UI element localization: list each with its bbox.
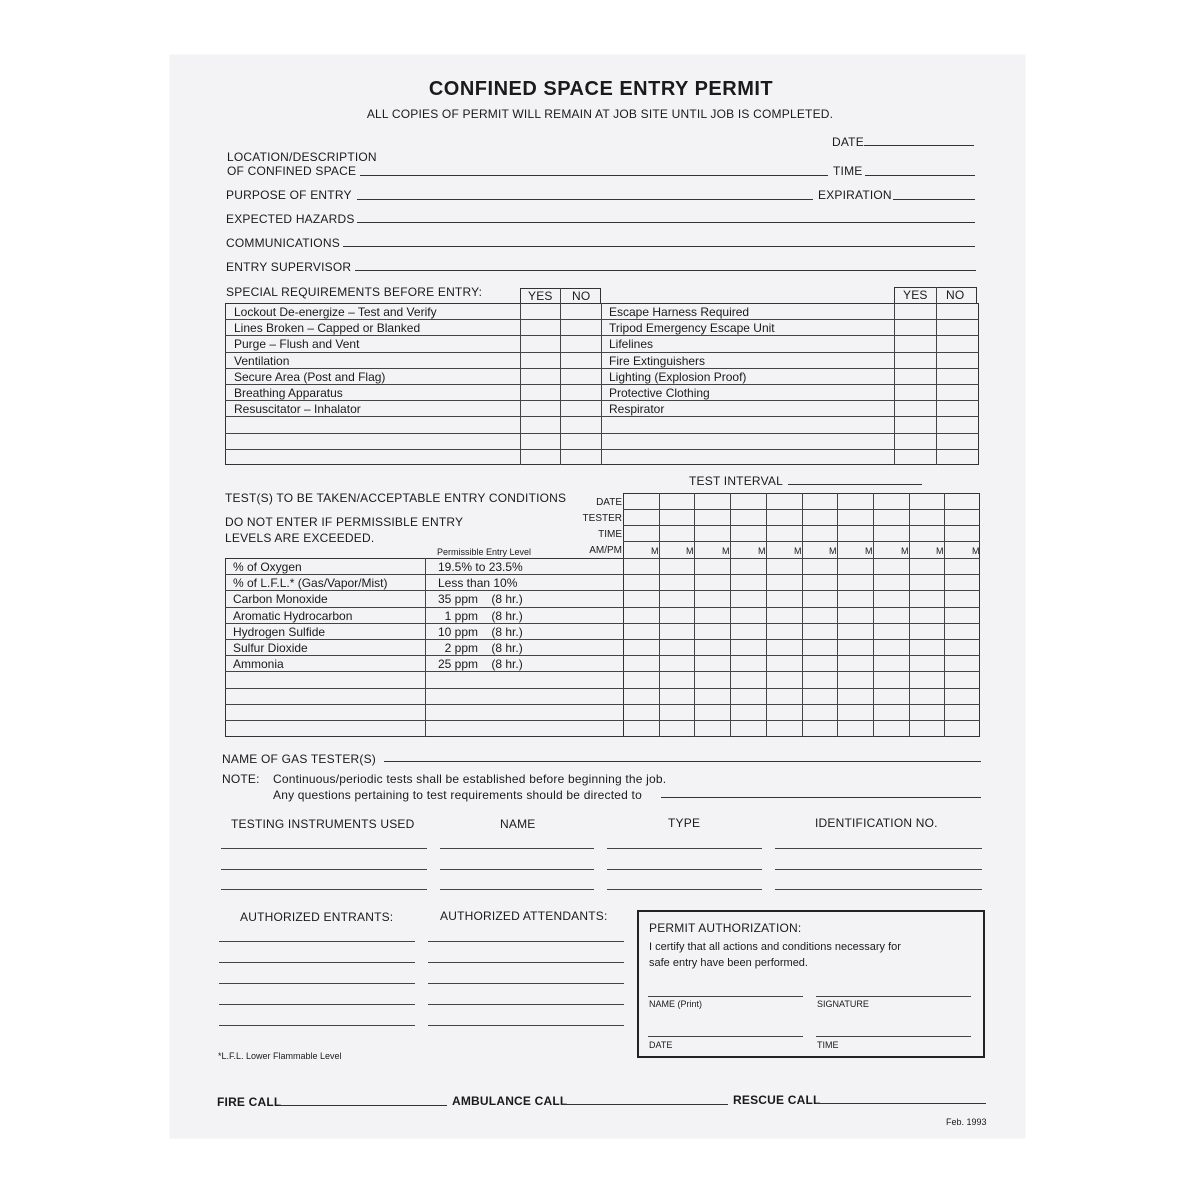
- special-right-no-checkbox[interactable]: [937, 400, 978, 415]
- attendant-field-line[interactable]: [428, 941, 624, 942]
- special-left-no-checkbox[interactable]: [561, 400, 601, 415]
- date-row-label: DATE: [596, 497, 622, 508]
- special-item-left: Secure Area (Post and Flag): [234, 370, 386, 384]
- permit-authorization-title: PERMIT AUTHORIZATION:: [649, 921, 802, 935]
- note-line1: Continuous/periodic tests shall be established before beginning the job.: [273, 772, 667, 786]
- auth-date-label: DATE: [649, 1040, 673, 1050]
- date-field-line[interactable]: [864, 145, 974, 146]
- yes-header-left: YES: [528, 289, 553, 303]
- rescue-call-field-line[interactable]: [816, 1103, 986, 1104]
- grid-col-line: [873, 493, 874, 737]
- special-left-no-checkbox[interactable]: [561, 384, 601, 399]
- special-right-yes-checkbox[interactable]: [895, 303, 936, 318]
- special-right-yes-checkbox[interactable]: [895, 368, 936, 383]
- special-row-line: [225, 384, 979, 385]
- supervisor-field-line[interactable]: [355, 270, 976, 271]
- instrument-field-line[interactable]: [775, 889, 982, 890]
- special-right-yes-checkbox[interactable]: [895, 400, 936, 415]
- communications-field-line[interactable]: [343, 246, 975, 247]
- purpose-label: PURPOSE OF ENTRY: [226, 188, 352, 202]
- instrument-field-line[interactable]: [607, 848, 762, 849]
- note-label: NOTE:: [222, 772, 260, 786]
- grid-row-line: [225, 574, 980, 575]
- test-condition-name: Carbon Monoxide: [233, 592, 328, 606]
- permissible-entry-level-header: Permissible Entry Level: [437, 547, 532, 557]
- instrument-id-header: IDENTIFICATION NO.: [815, 816, 938, 830]
- special-right-no-checkbox[interactable]: [937, 384, 978, 399]
- attendant-field-line[interactable]: [428, 1025, 624, 1026]
- grid-col-line: [766, 493, 767, 737]
- am-pm-marker: M: [829, 546, 837, 556]
- special-right-no-checkbox[interactable]: [937, 368, 978, 383]
- grid-col-line: [837, 493, 838, 737]
- grid-col-line: [659, 493, 660, 737]
- special-left-yes-checkbox[interactable]: [521, 319, 560, 334]
- special-item-right: Tripod Emergency Escape Unit: [609, 321, 775, 335]
- grid-row-line: [623, 541, 980, 542]
- expiration-field-line[interactable]: [893, 199, 975, 200]
- page-subtitle: ALL COPIES OF PERMIT WILL REMAIN AT JOB SITE UNTIL JOB IS COMPLETED.: [366, 107, 834, 121]
- grid-row-line: [623, 525, 980, 526]
- test-condition-name: Hydrogen Sulfide: [233, 625, 326, 639]
- special-item-left: Purge – Flush and Vent: [234, 337, 360, 351]
- page-title: CONFINED SPACE ENTRY PERMIT: [428, 78, 774, 100]
- am-pm-marker: M: [722, 546, 730, 556]
- special-row-line: [225, 449, 979, 450]
- attendant-field-line[interactable]: [428, 962, 624, 963]
- grid-row-line: [225, 607, 980, 608]
- am-pm-marker: M: [972, 546, 980, 556]
- ampm-row-label: AM/PM: [589, 545, 622, 556]
- permissible-entry-level: 1 ppm (8 hr.): [438, 609, 523, 623]
- grid-col-line: [944, 493, 945, 737]
- instrument-field-line[interactable]: [607, 869, 762, 870]
- ambulance-call-label: AMBULANCE CALL: [452, 1094, 568, 1108]
- special-right-yes-checkbox[interactable]: [895, 352, 936, 367]
- date-label: DATE: [832, 135, 864, 149]
- certify-line1: I certify that all actions and conditions necessary for: [649, 941, 901, 953]
- test-condition-name: Aromatic Hydrocarbon: [233, 609, 353, 623]
- authorized-attendants-header: AUTHORIZED ATTENDANTS:: [440, 909, 608, 923]
- grid-row-line: [225, 623, 980, 624]
- grid-row-line: [225, 720, 980, 721]
- auth-time-field-line[interactable]: [816, 1036, 971, 1037]
- col-divider: [425, 558, 426, 737]
- am-pm-marker: M: [651, 546, 659, 556]
- grid-row-line: [225, 671, 980, 672]
- name-print-field-line[interactable]: [648, 996, 803, 997]
- special-requirements-heading: SPECIAL REQUIREMENTS BEFORE ENTRY:: [226, 285, 483, 299]
- grid-row-line: [225, 590, 980, 591]
- special-item-left: Lines Broken – Capped or Blanked: [234, 321, 421, 335]
- time-label: TIME: [833, 164, 863, 178]
- grid-col-line: [909, 493, 910, 737]
- entrant-field-line[interactable]: [219, 1004, 415, 1005]
- instrument-name-header: NAME: [500, 817, 536, 831]
- special-item-left: Resuscitator – Inhalator: [234, 402, 361, 416]
- yes-no-divider: [560, 288, 561, 304]
- tests-warning-line2: LEVELS ARE EXCEEDED.: [225, 531, 375, 545]
- special-right-yes-checkbox[interactable]: [895, 384, 936, 399]
- permissible-entry-level: Less than 10%: [438, 576, 518, 590]
- grid-row-line: [623, 558, 980, 559]
- attendant-field-line[interactable]: [428, 1004, 624, 1005]
- authorized-entrants-header: AUTHORIZED ENTRANTS:: [240, 910, 394, 924]
- no-header-left: NO: [572, 289, 591, 303]
- special-item-right: Lifelines: [609, 337, 654, 351]
- revision-date: Feb. 1993: [946, 1117, 987, 1127]
- time-row-label: TIME: [598, 529, 622, 540]
- special-right-no-checkbox[interactable]: [937, 335, 978, 350]
- no-header-right: NO: [946, 288, 965, 302]
- instrument-type-header: TYPE: [668, 816, 701, 830]
- special-row-line: [225, 400, 979, 401]
- grid-row-line: [225, 639, 980, 640]
- test-interval-field-line[interactable]: [788, 484, 922, 485]
- special-row-line: [225, 319, 979, 320]
- instrument-field-line[interactable]: [221, 848, 427, 849]
- special-left-no-checkbox[interactable]: [561, 352, 601, 367]
- instrument-field-line[interactable]: [440, 869, 594, 870]
- special-left-yes-checkbox[interactable]: [521, 352, 560, 367]
- special-item-right: Escape Harness Required: [609, 305, 750, 319]
- hazards-field-line[interactable]: [357, 222, 975, 223]
- special-row-line: [225, 433, 979, 434]
- name-print-label: NAME (Print): [649, 999, 703, 1009]
- am-pm-marker: M: [865, 546, 873, 556]
- yes-header-right: YES: [903, 288, 928, 302]
- special-item-right: Fire Extinguishers: [609, 354, 706, 368]
- special-right-no-checkbox[interactable]: [937, 319, 978, 334]
- test-interval-label: TEST INTERVAL: [689, 474, 783, 488]
- location-field-line[interactable]: [360, 175, 828, 176]
- expiration-label: EXPIRATION: [818, 188, 892, 202]
- signature-label: SIGNATURE: [817, 999, 869, 1009]
- directed-to-field-line[interactable]: [661, 797, 981, 798]
- grid-row-line: [225, 704, 980, 705]
- am-pm-marker: M: [901, 546, 909, 556]
- special-left-yes-checkbox[interactable]: [521, 400, 560, 415]
- special-left-yes-checkbox[interactable]: [521, 335, 560, 350]
- am-pm-marker: M: [758, 546, 766, 556]
- lfl-footnote: *L.F.L. Lower Flammable Level: [218, 1051, 342, 1061]
- am-pm-marker: M: [686, 546, 694, 556]
- special-left-yes-checkbox[interactable]: [521, 303, 560, 318]
- entrant-field-line[interactable]: [219, 941, 415, 942]
- entrant-field-line[interactable]: [219, 962, 415, 963]
- instruments-used-header: TESTING INSTRUMENTS USED: [231, 817, 415, 831]
- communications-label: COMMUNICATIONS: [226, 236, 340, 250]
- fire-call-label: FIRE CALL: [217, 1095, 282, 1109]
- special-left-yes-checkbox[interactable]: [521, 368, 560, 383]
- location-label-line1: LOCATION/DESCRIPTION: [227, 150, 377, 164]
- special-item-right: Lighting (Explosion Proof): [609, 370, 747, 384]
- instrument-field-line[interactable]: [607, 889, 762, 890]
- certify-line2: safe entry have been performed.: [649, 957, 808, 969]
- special-left-no-checkbox[interactable]: [561, 368, 601, 383]
- permissible-entry-level: 35 ppm (8 hr.): [438, 592, 523, 606]
- instrument-field-line[interactable]: [775, 848, 982, 849]
- tests-heading: TEST(S) TO BE TAKEN/ACCEPTABLE ENTRY CONDITIONS: [225, 491, 567, 505]
- hazards-label: EXPECTED HAZARDS: [226, 212, 355, 226]
- test-condition-name: % of Oxygen: [233, 560, 302, 574]
- time-field-line[interactable]: [865, 175, 975, 176]
- entrant-field-line[interactable]: [219, 1025, 415, 1026]
- instrument-field-line[interactable]: [775, 869, 982, 870]
- permissible-entry-level: 10 ppm (8 hr.): [438, 625, 523, 639]
- grid-col-line: [802, 493, 803, 737]
- special-right-no-checkbox[interactable]: [937, 352, 978, 367]
- grid-row-line: [623, 509, 980, 510]
- special-item-left: Ventilation: [234, 354, 290, 368]
- special-row-line: [225, 416, 979, 417]
- instrument-field-line[interactable]: [440, 848, 594, 849]
- special-row-line: [225, 335, 979, 336]
- supervisor-label: ENTRY SUPERVISOR: [226, 260, 352, 274]
- grid-col-line: [730, 493, 731, 737]
- fire-call-field-line[interactable]: [279, 1105, 447, 1106]
- permissible-entry-level: 2 ppm (8 hr.): [438, 641, 523, 655]
- gas-tester-label: NAME OF GAS TESTER(S): [222, 752, 376, 766]
- rescue-call-label: RESCUE CALL: [733, 1093, 821, 1107]
- special-right-yes-checkbox[interactable]: [895, 319, 936, 334]
- special-right-no-checkbox[interactable]: [937, 303, 978, 318]
- grid-col-line: [694, 493, 695, 737]
- yes-no-divider: [936, 287, 937, 304]
- permissible-entry-level: 19.5% to 23.5%: [438, 560, 523, 574]
- gas-tester-field-line[interactable]: [384, 761, 981, 762]
- auth-date-field-line[interactable]: [648, 1036, 803, 1037]
- test-condition-name: Sulfur Dioxide: [233, 641, 308, 655]
- instrument-field-line[interactable]: [221, 869, 427, 870]
- special-row-line: [225, 368, 979, 369]
- grid-row-line: [225, 688, 980, 689]
- special-left-yes-checkbox[interactable]: [521, 384, 560, 399]
- purpose-field-line[interactable]: [357, 199, 813, 200]
- tests-warning-line1: DO NOT ENTER IF PERMISSIBLE ENTRY: [225, 515, 464, 529]
- instrument-field-line[interactable]: [221, 889, 427, 890]
- grid-row-line: [225, 655, 980, 656]
- auth-time-label: TIME: [817, 1040, 839, 1050]
- am-pm-marker: M: [936, 546, 944, 556]
- special-left-no-checkbox[interactable]: [561, 319, 601, 334]
- attendant-field-line[interactable]: [428, 983, 624, 984]
- tester-row-label: TESTER: [582, 513, 622, 524]
- special-item-right: Respirator: [609, 402, 665, 416]
- special-item-left: Breathing Apparatus: [234, 386, 343, 400]
- special-left-no-checkbox[interactable]: [561, 303, 601, 318]
- special-right-yes-checkbox[interactable]: [895, 335, 936, 350]
- special-item-left: Lockout De-energize – Test and Verify: [234, 305, 437, 319]
- special-item-right: Protective Clothing: [609, 386, 710, 400]
- special-left-no-checkbox[interactable]: [561, 335, 601, 350]
- am-pm-marker: M: [794, 546, 802, 556]
- permissible-entry-level: 25 ppm (8 hr.): [438, 657, 523, 671]
- location-label-line2: OF CONFINED SPACE: [227, 164, 357, 178]
- test-condition-name: Ammonia: [233, 657, 284, 671]
- entrant-field-line[interactable]: [219, 983, 415, 984]
- signature-field-line[interactable]: [816, 996, 971, 997]
- instrument-field-line[interactable]: [440, 889, 594, 890]
- special-row-line: [225, 352, 979, 353]
- ambulance-call-field-line[interactable]: [561, 1104, 728, 1105]
- test-condition-name: % of L.F.L.* (Gas/Vapor/Mist): [233, 576, 388, 590]
- note-line2: Any questions pertaining to test requirements should be directed to: [273, 788, 642, 802]
